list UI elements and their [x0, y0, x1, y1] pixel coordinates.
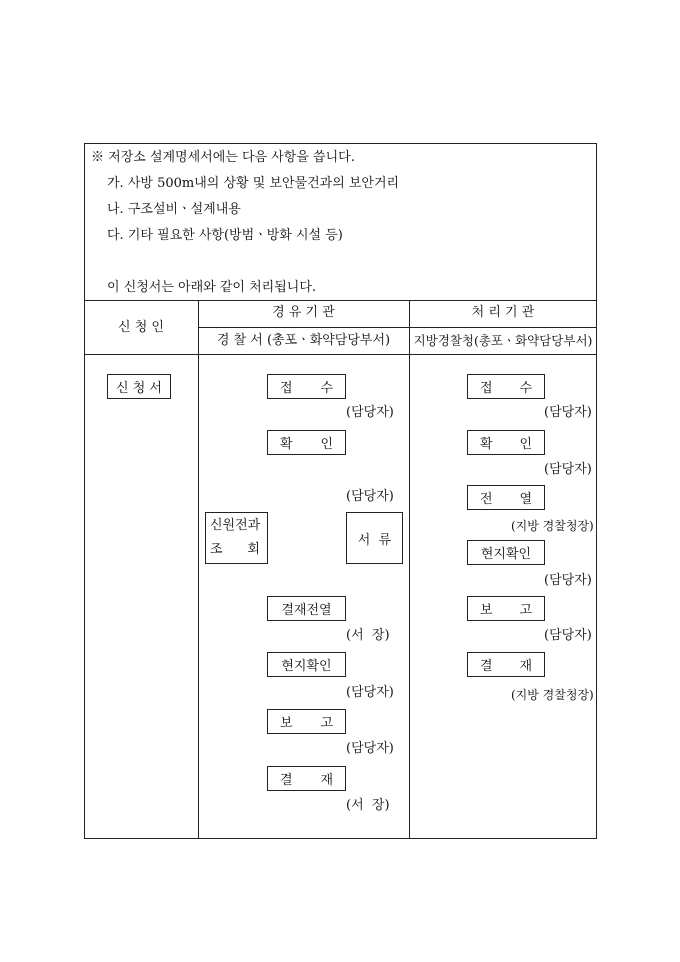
police-receipt-role: (담당자) — [346, 405, 394, 420]
police-decision-char-1: 결 — [280, 773, 293, 788]
header-applicant: 신 청 인 — [118, 320, 164, 335]
background-check-box — [205, 512, 268, 564]
frame-top — [84, 143, 597, 144]
prov-confirm-box — [467, 430, 545, 455]
note-line-5: 이 신청서는 아래와 같이 처리됩니다. — [107, 280, 317, 295]
note-line-1: ※ 저장소 설계명세서에는 다음 사항을 씁니다. — [91, 150, 355, 165]
prov-decision-box — [467, 652, 545, 677]
police-site-check-box: 현지확인 — [267, 652, 346, 677]
prov-report-char-1: 보 — [480, 603, 493, 618]
col-rule-2 — [409, 300, 410, 839]
police-report-role: (담당자) — [346, 741, 394, 756]
prov-decision-char-2: 재 — [519, 659, 532, 674]
prov-report-char-2: 고 — [519, 603, 532, 618]
police-receipt-char-1: 접 — [280, 381, 293, 396]
police-confirm-role: (담당자) — [346, 489, 394, 504]
police-report-char-1: 보 — [280, 716, 293, 731]
prov-receipt-box — [467, 374, 545, 399]
application-box: 신 청 서 — [107, 374, 171, 399]
prov-site-check-box: 현지확인 — [467, 540, 545, 565]
background-check-line-2: 조 회 — [210, 542, 260, 557]
header-via-agency: 경 유 기 관 — [272, 305, 335, 320]
approval-transfer-box: 결재전열 — [267, 596, 346, 621]
note-line-2: 가. 사방 500m내의 상황 및 보안물건과의 보안거리 — [107, 176, 400, 191]
rule-notes-bottom — [84, 300, 597, 301]
note-line-4: 다. 기타 필요한 사항(방범ㆍ방화 시설 등) — [107, 228, 343, 243]
rule-header-mid — [198, 327, 597, 328]
frame-bottom — [84, 838, 597, 839]
prov-report-box — [467, 596, 545, 621]
police-confirm-char-1: 확 — [280, 437, 293, 452]
background-check-line-1: 신원전과 — [210, 518, 261, 533]
police-decision-role: (서 장) — [346, 798, 390, 813]
frame-left — [84, 143, 85, 839]
prov-decision-role: (지방 경찰청장) — [511, 688, 594, 702]
prov-transfer-box — [467, 485, 545, 510]
frame-right — [596, 143, 597, 839]
prov-report-role: (담당자) — [544, 628, 592, 643]
police-decision-char-2: 재 — [320, 773, 333, 788]
prov-site-check-role: (담당자) — [544, 573, 592, 588]
prov-transfer-char-2: 열 — [519, 492, 532, 507]
note-line-3: 나. 구조설비ㆍ설계내용 — [107, 202, 241, 217]
prov-transfer-char-1: 전 — [480, 492, 493, 507]
police-receipt-char-2: 수 — [320, 381, 333, 396]
prov-confirm-char-1: 확 — [480, 437, 493, 452]
prov-confirm-role: (담당자) — [544, 462, 592, 477]
police-site-check-role: (담당자) — [346, 685, 394, 700]
prov-decision-char-1: 결 — [480, 659, 493, 674]
police-decision-box — [267, 766, 346, 791]
prov-transfer-role: (지방 경찰청장) — [511, 519, 594, 533]
police-report-box — [267, 709, 346, 734]
prov-receipt-role: (담당자) — [544, 405, 592, 420]
header-police-station: 경 찰 서 (총포ㆍ화약담당부서) — [216, 333, 391, 348]
prov-receipt-char-2: 수 — [519, 381, 532, 396]
police-receipt-box — [267, 374, 346, 399]
police-report-char-2: 고 — [320, 716, 333, 731]
col-rule-1 — [198, 300, 199, 839]
prov-receipt-char-1: 접 — [480, 381, 493, 396]
approval-transfer-role: (서 장) — [346, 628, 390, 643]
header-processing-agency: 처 리 기 관 — [471, 305, 535, 320]
header-provincial-police: 지방경찰청(총포ㆍ화약담당부서) — [413, 333, 593, 348]
prov-confirm-char-2: 인 — [519, 437, 532, 452]
documents-box: 서 류 — [346, 512, 403, 564]
police-confirm-char-2: 인 — [320, 437, 333, 452]
police-confirm-box — [267, 430, 346, 455]
rule-header-bottom — [84, 354, 597, 355]
